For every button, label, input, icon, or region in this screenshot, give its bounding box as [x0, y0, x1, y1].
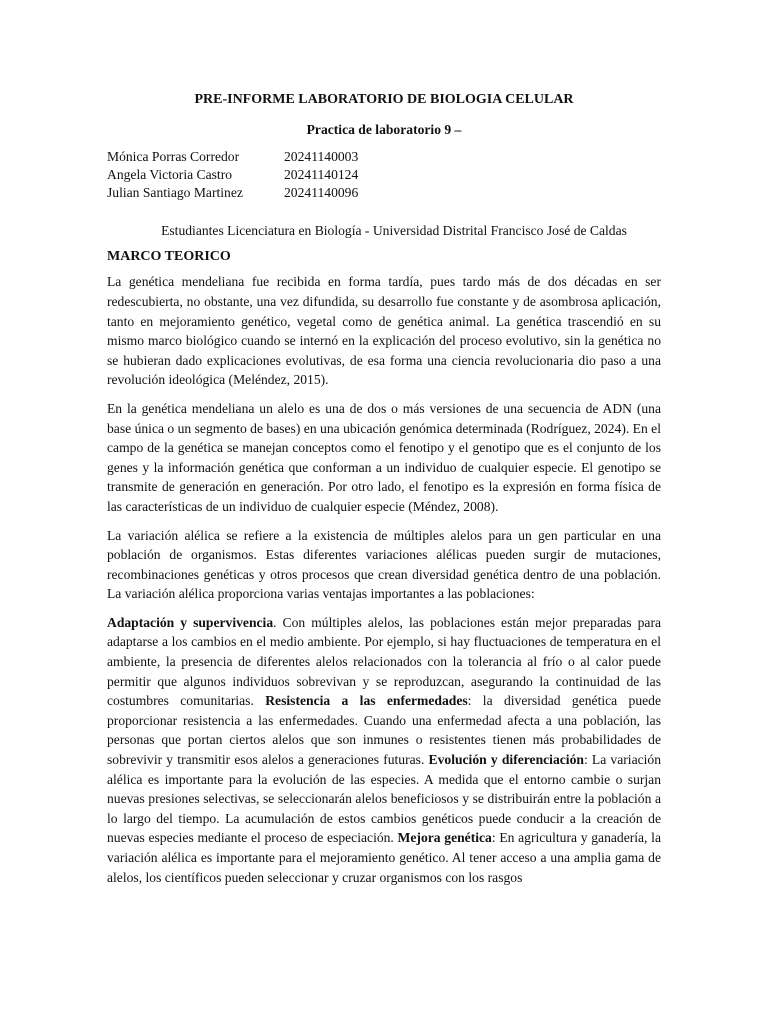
author-name: Mónica Porras Corredor	[107, 149, 240, 165]
author-id: 20241140124	[284, 167, 359, 183]
author-row	[107, 184, 661, 202]
text-evolution: : La variación alélica es importante para la evolución de las especies. A medida que el entorno cambie o surjan nuevas presiones selectivas, se seleccionarán alelos beneficiosos y se distribuirán entre la población a lo largo del tiempo. La acumulación de estos cambios genéticos puede conducir a la creación de nuevas especies mediante el proceso de especiación.	[107, 752, 662, 846]
heading-genetic-improvement: Mejora genética	[397, 830, 492, 846]
author-id: 20241140096	[284, 185, 359, 201]
heading-disease-resistance: Resistencia a las enfermedades	[265, 693, 468, 709]
affiliation: Estudiantes Licenciatura en Biología - Universidad Distrital Francisco José de Caldas	[161, 223, 627, 239]
author-row	[107, 166, 661, 184]
document-subtitle: Practica de laboratorio 9 –	[306, 121, 462, 137]
heading-adaptation: Adaptación y supervivencia	[107, 614, 274, 630]
paragraph: En la genética mendeliana un alelo es una de dos o más versiones de una secuencia de ADN (una base única o un segmento de bases) en una ubicación genómica determinada (Rodríguez, 2024). En el campo de la genética se manejan conceptos como el fenotipo y el genotipo que es el conjunto de los genes y la información genética que conforman a un individuo de cualquier especie. El genotipo se transmite de generación en generación. Por otro lado, el fenotipo es la expresión en forma física de las características de un individuo de cualquier especie (Méndez, 2008).	[107, 400, 661, 514]
author-list	[107, 148, 661, 202]
author-name: Angela Victoria Castro	[107, 167, 233, 183]
author-name: Julian Santiago Martinez	[107, 185, 243, 201]
author-id: 20241140003	[284, 149, 359, 165]
paragraph: La variación alélica se refiere a la existencia de múltiples alelos para un gen particular en una población de organismos. Estas diferentes variaciones alélicas pueden surgir de mutaciones, recombinaciones genéticas y otros procesos que crean diversidad genética dentro de una población. La variación alélica proporciona varias ventajas importantes a las poblaciones:	[107, 527, 661, 602]
heading-evolution: Evolución y diferenciación	[428, 752, 584, 768]
text-genetic-improvement: : En agricultura y ganadería, la variación alélica es importante para el mejoramiento genético. Al tener acceso a una amplia gama de alelos, los científicos pueden seleccionar y cruzar organismos con los rasgos	[107, 830, 661, 885]
paragraph-advantages	[107, 613, 661, 887]
text-adaptation: . Con múltiples alelos, las poblaciones están mejor preparadas para adaptarse a los cambios en el medio ambiente. Por ejemplo, si hay fluctuaciones de temperatura en el ambiente, la presencia de diferentes alelos relacionados con la tolerancia al frío o al calor puede permitir que algunos individuos sobrevivan y se reproduzcan, asegurando la continuidad de las costumbres comunitarias.	[107, 614, 662, 709]
text-disease-resistance: : la diversidad genética puede proporcionar resistencia a las enfermedades. Cuando una enfermedad afecta a una población, las personas que portan ciertos alelos que son inmunes o resistentes tienen más probabilidades de sobrevivir y transmitir esos alelos a generaciones futuras.	[107, 693, 662, 768]
author-row	[107, 148, 661, 166]
document-title: PRE-INFORME LABORATORIO DE BIOLOGIA CELULAR	[194, 92, 574, 107]
section-title: MARCO TEORICO	[107, 248, 231, 264]
paragraph: La genética mendeliana fue recibida en forma tardía, pues tardo más de dos décadas en ser redescubierta, no obstante, una vez difundida, su desarrollo fue constante y de asombrosa aplicación, tanto en mejoramiento genético, vegetal como de genética animal. La genética trascendió en su mismo marco biológico cuando se internó en la explicación del proceso evolutivo, sin la genética no se hubieran dado explicaciones evolutivas, de esa forma una ciencia revolucionaria dio paso a una revolución ideológica (Meléndez, 2015).	[107, 274, 661, 388]
document-page	[107, 90, 661, 896]
